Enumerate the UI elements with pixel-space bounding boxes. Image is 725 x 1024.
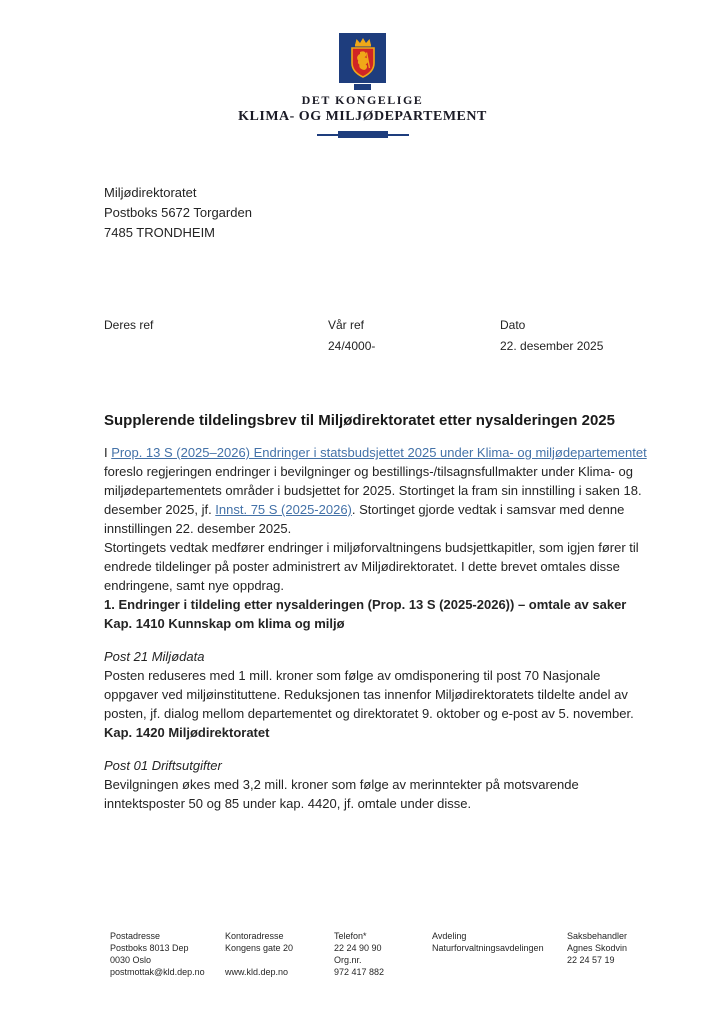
letterhead-divider [317, 131, 409, 138]
coat-of-arms-icon [339, 33, 386, 83]
footer-line: Kontoradresse [225, 931, 284, 941]
footer-line: 0030 Oslo [110, 955, 152, 965]
post-01-label: Post 01 Driftsutgifter [104, 758, 222, 773]
letterhead-line2: KLIMA- OG MILJØDEPARTEMENT [238, 109, 487, 124]
letter-body [104, 443, 654, 813]
post-21-block [104, 647, 654, 723]
kap-1420-heading: Kap. 1420 Miljødirektoratet [104, 725, 270, 740]
dato-value: 22. desember 2025 [500, 339, 604, 353]
document-hyperlink[interactable]: Prop. 13 S (2025–2026) Endringer i statsbudsjettet 2025 under Klima- og miljødepartementet [111, 445, 647, 460]
footer-line: Avdeling [432, 931, 467, 941]
footer-line: 972 417 882 [334, 967, 385, 977]
paragraph-text: foreslo regjeringen endringer i bevilgninger og bestillings-/tilsagnsfullmakter under Klima- og miljødepartementets områder i budsjettet for 2025. Stortinget la fram sin innstilling i saken 18. desember 2025, jf. [104, 464, 642, 517]
post-01-block [104, 756, 654, 813]
kap-1410-heading: Kap. 1410 Kunnskap om klima og miljø [104, 616, 345, 631]
footer-line: www.kld.dep.no [225, 967, 289, 977]
var-ref-column [328, 318, 375, 353]
footer-line: Naturforvaltningsavdelingen [432, 943, 544, 953]
footer-avdeling-column [432, 930, 544, 978]
dato-column [500, 318, 603, 353]
royal-crest-icon [343, 35, 383, 81]
post-21-text: Posten reduseres med 1 mill. kroner som følge av omdisponering til post 70 Nasjonale oppgaver ved miljøinstituttene. Reduksjonen tas innenfor Miljødirektoratets tildelte andel av posten, jf. dialog mellom departementet og direktoratet 9. oktober og e-post av 5. november. [104, 668, 634, 721]
post-01-text: Bevilgningen økes med 3,2 mill. kroner som følge av merinntekter på motsvarende inntektsposter 50 og 85 under kap. 4420, jf. omtale under disse. [104, 777, 579, 811]
paragraph-1 [104, 443, 654, 538]
footer-line: 22 24 90 90 [334, 943, 382, 953]
footer-line [432, 966, 544, 978]
footer-line: Postadresse [110, 931, 161, 941]
footer-postadresse-column [110, 930, 205, 978]
letter-title: Supplerende tildelingsbrev til Miljødirektoratet etter nysalderingen 2025 [104, 412, 615, 429]
footer-saksbehandler-column [567, 930, 627, 978]
ministry-letterhead [0, 33, 725, 138]
paragraph-2: Stortingets vedtak medfører endringer i miljøforvaltningens budsjettkapitler, som igjen fører til endrede tildelinger på poster administrert av Miljødirektoratet. I dette brevet omtales disse endringene, samt nye oppdrag. [104, 540, 639, 593]
footer-line: 22 24 57 19 [567, 955, 615, 965]
section-1-heading: 1. Endringer i tildeling etter nysalderingen (Prop. 13 S (2025-2026)) – omtale av saker [104, 597, 627, 612]
document-hyperlink[interactable]: Innst. 75 S (2025-2026) [215, 502, 352, 517]
footer-line: Agnes Skodvin [567, 943, 628, 953]
deres-ref-column [104, 318, 153, 353]
paragraph-text: . Stortinget gjorde vedtak i samsvar med denne innstillingen 22. desember 2025. [104, 502, 625, 536]
paragraph-text: I [104, 445, 112, 460]
footer-line: Org.nr. [334, 955, 362, 965]
var-ref-label: Vår ref [328, 318, 365, 332]
footer-line: postmottak@kld.dep.no [110, 967, 205, 977]
recipient-name: Miljødirektoratet [104, 185, 197, 200]
footer-line [225, 954, 293, 966]
footer-telefon-column [334, 930, 384, 978]
deres-ref-value [104, 339, 153, 353]
letterhead-divider-bar [338, 131, 388, 138]
dato-label: Dato [500, 318, 526, 332]
letterhead-stub-bar [354, 84, 371, 90]
post-21-label: Post 21 Miljødata [104, 649, 205, 664]
footer-line: Kongens gate 20 [225, 943, 294, 953]
footer-kontoradresse-column [225, 930, 293, 978]
footer-line: Telefon* [334, 931, 367, 941]
recipient-address [104, 183, 252, 243]
recipient-city: 7485 TRONDHEIM [104, 225, 216, 240]
deres-ref-label: Deres ref [104, 318, 154, 332]
footer-line [432, 954, 544, 966]
footer-line: Saksbehandler [567, 931, 628, 941]
var-ref-value: 24/4000- [328, 339, 376, 353]
footer-line [567, 966, 627, 978]
footer-line: Postboks 8013 Dep [110, 943, 189, 953]
recipient-street: Postboks 5672 Torgarden [104, 205, 252, 220]
letterhead-line1: DET KONGELIGE [301, 93, 424, 107]
